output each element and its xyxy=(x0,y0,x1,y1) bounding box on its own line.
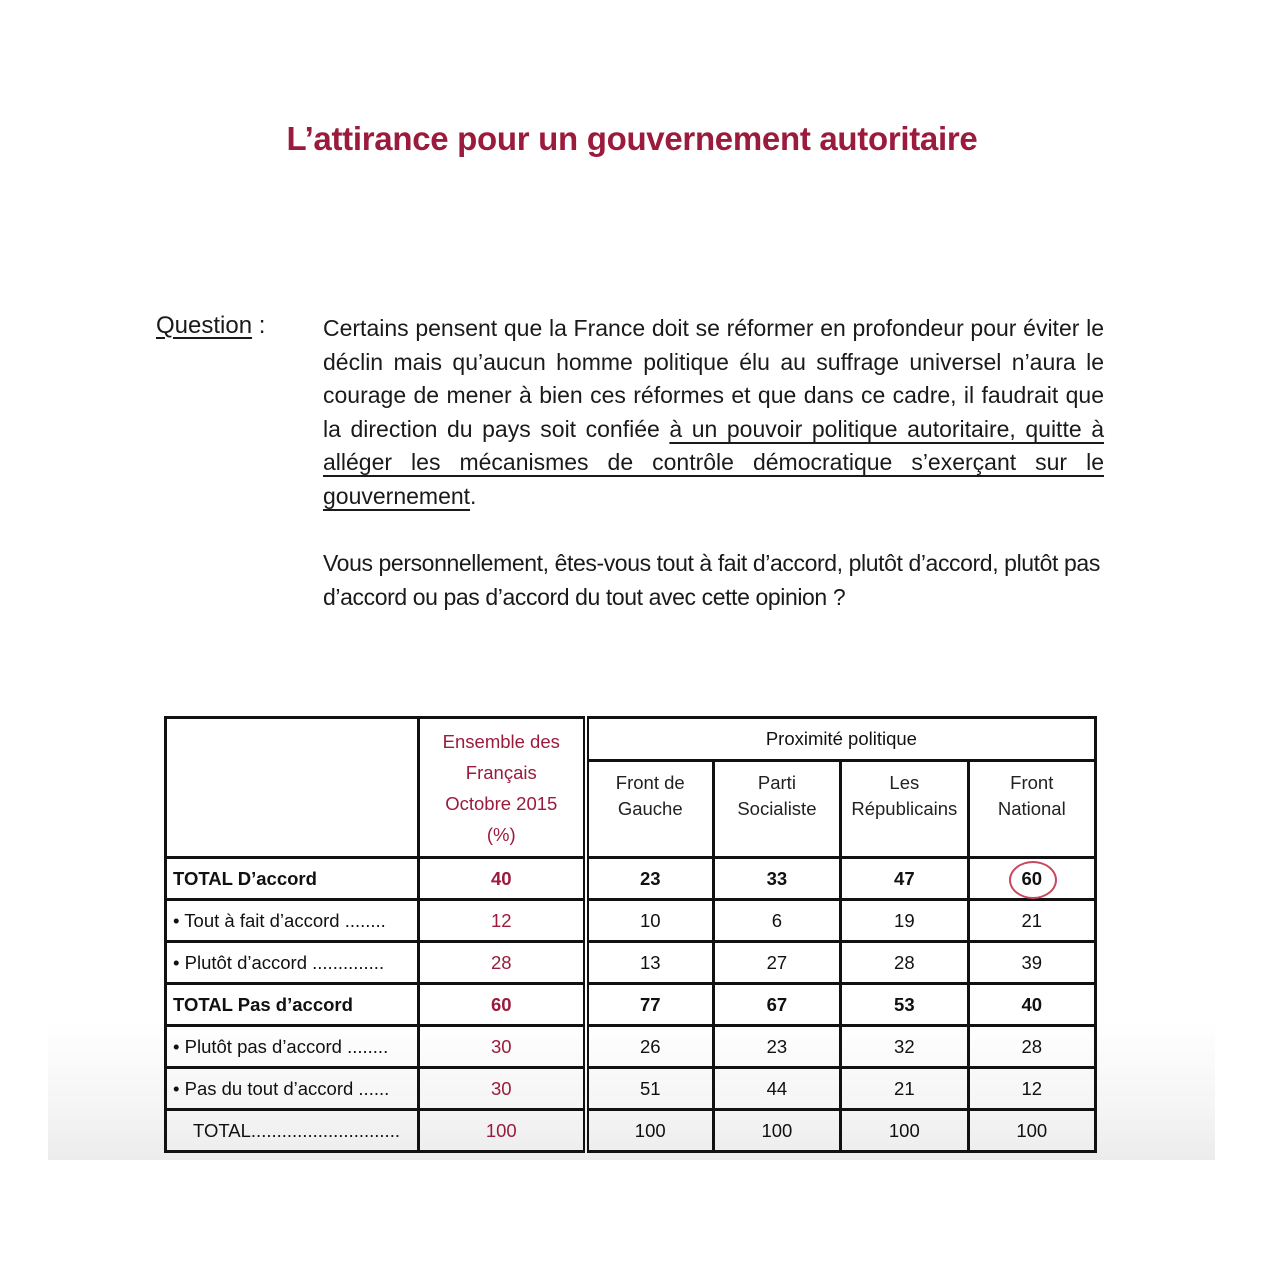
cell-value: 27 xyxy=(713,942,840,984)
cell-value: 32 xyxy=(841,1026,968,1068)
ensemble-value: 100 xyxy=(418,1110,586,1152)
party-header-front-de-gauche xyxy=(586,761,713,858)
party-header-parti-socialiste xyxy=(713,761,840,858)
cell-value: 40 xyxy=(968,984,1095,1026)
cell-value: 28 xyxy=(968,1026,1095,1068)
group-header-proximite: Proximité politique xyxy=(586,718,1096,761)
ensemble-header-line1: Ensemble des xyxy=(442,730,560,752)
ensemble-value: 28 xyxy=(418,942,586,984)
ensemble-header-line3: Octobre 2015 xyxy=(445,792,558,814)
party-header-front-national xyxy=(968,761,1095,858)
table-row xyxy=(166,1068,1096,1110)
party-header-line2: National xyxy=(997,798,1066,819)
cell-value: 12 xyxy=(968,1068,1095,1110)
table-row xyxy=(166,858,1096,900)
cell-value: 51 xyxy=(586,1068,713,1110)
highlighted-cell xyxy=(968,858,1095,900)
cell-value: 23 xyxy=(713,1026,840,1068)
ensemble-value: 30 xyxy=(418,1026,586,1068)
cell-value: 19 xyxy=(841,900,968,942)
row-label: TOTAL............................. xyxy=(166,1110,419,1152)
ensemble-value: 40 xyxy=(418,858,586,900)
cell-value: 13 xyxy=(586,942,713,984)
ensemble-header-unit: (%) xyxy=(486,823,516,845)
cell-value: 39 xyxy=(968,942,1095,984)
page-title: L’attirance pour un gouvernement autoritaire xyxy=(286,120,978,157)
question-text xyxy=(323,312,1104,513)
table-row-total xyxy=(166,1110,1096,1152)
cell-value: 33 xyxy=(713,858,840,900)
question-text-underlined: à un pouvoir politique autoritaire, quitte à alléger les mécanismes de contrôle démocratique s’exerçant sur le gouvernement xyxy=(323,415,1104,509)
cell-value: 23 xyxy=(586,858,713,900)
row-label: TOTAL Pas d’accord xyxy=(166,984,419,1026)
ensemble-value: 30 xyxy=(418,1068,586,1110)
ensemble-value: 60 xyxy=(418,984,586,1026)
party-header-line1: Parti xyxy=(757,772,796,793)
party-header-les-republicains xyxy=(841,761,968,858)
row-label: • Tout à fait d’accord ........ xyxy=(166,900,419,942)
empty-corner-cell xyxy=(166,718,419,858)
question-label-text: Question xyxy=(156,312,253,339)
ensemble-header-line2: Français xyxy=(465,761,537,783)
party-header-line1: Front de xyxy=(615,772,685,793)
question-text-end: . xyxy=(470,482,477,509)
row-label: • Plutôt pas d’accord ........ xyxy=(166,1026,419,1068)
row-label: • Pas du tout d’accord ...... xyxy=(166,1068,419,1110)
table-row xyxy=(166,900,1096,942)
cell-value: 100 xyxy=(968,1110,1095,1152)
party-header-line1: Front xyxy=(1010,772,1054,793)
question-label xyxy=(156,312,265,340)
question-label-suffix: : xyxy=(252,312,266,339)
cell-value: 47 xyxy=(841,858,968,900)
cell-value: 100 xyxy=(586,1110,713,1152)
cell-value: 100 xyxy=(713,1110,840,1152)
cell-value: 28 xyxy=(841,942,968,984)
table-row xyxy=(166,942,1096,984)
cell-value: 53 xyxy=(841,984,968,1026)
highlight-wrapper xyxy=(1021,868,1042,890)
cell-value: 60 xyxy=(1021,867,1043,889)
cell-value: 67 xyxy=(713,984,840,1026)
party-header-line2: Républicains xyxy=(851,798,958,819)
question-text-part1: Certains pensent que la France doit se réformer en profondeur pour éviter le déclin mais qu’aucun homme politique élu au suffrage universel n’aura le courage de mener à bien ces réformes et que dans ce cadre, il faudrait que la direction du pays soit confiée xyxy=(323,315,1104,442)
cell-value: 6 xyxy=(713,900,840,942)
results-table xyxy=(164,716,1097,1153)
row-label: TOTAL D’accord xyxy=(166,858,419,900)
cell-value: 44 xyxy=(713,1068,840,1110)
question-prompt: Vous personnellement, êtes-vous tout à fait d’accord, plutôt d’accord, plutôt pas d’accord ou pas d’accord du tout avec cette opinion ? xyxy=(323,550,1100,610)
party-header-line2: Gauche xyxy=(617,798,683,819)
ensemble-value: 12 xyxy=(418,900,586,942)
cell-value: 10 xyxy=(586,900,713,942)
cell-value: 21 xyxy=(841,1068,968,1110)
table-row xyxy=(166,984,1096,1026)
cell-value: 100 xyxy=(841,1110,968,1152)
party-header-line2: Socialiste xyxy=(737,798,817,819)
cell-value: 77 xyxy=(586,984,713,1026)
cell-value: 26 xyxy=(586,1026,713,1068)
row-label: • Plutôt d’accord .............. xyxy=(166,942,419,984)
table-header-row-1 xyxy=(166,718,1096,761)
highlight-circle-icon xyxy=(1009,861,1057,899)
cell-value: 21 xyxy=(968,900,1095,942)
party-header-line1: Les xyxy=(889,772,920,793)
table-row xyxy=(166,1026,1096,1068)
ensemble-header xyxy=(418,718,586,858)
